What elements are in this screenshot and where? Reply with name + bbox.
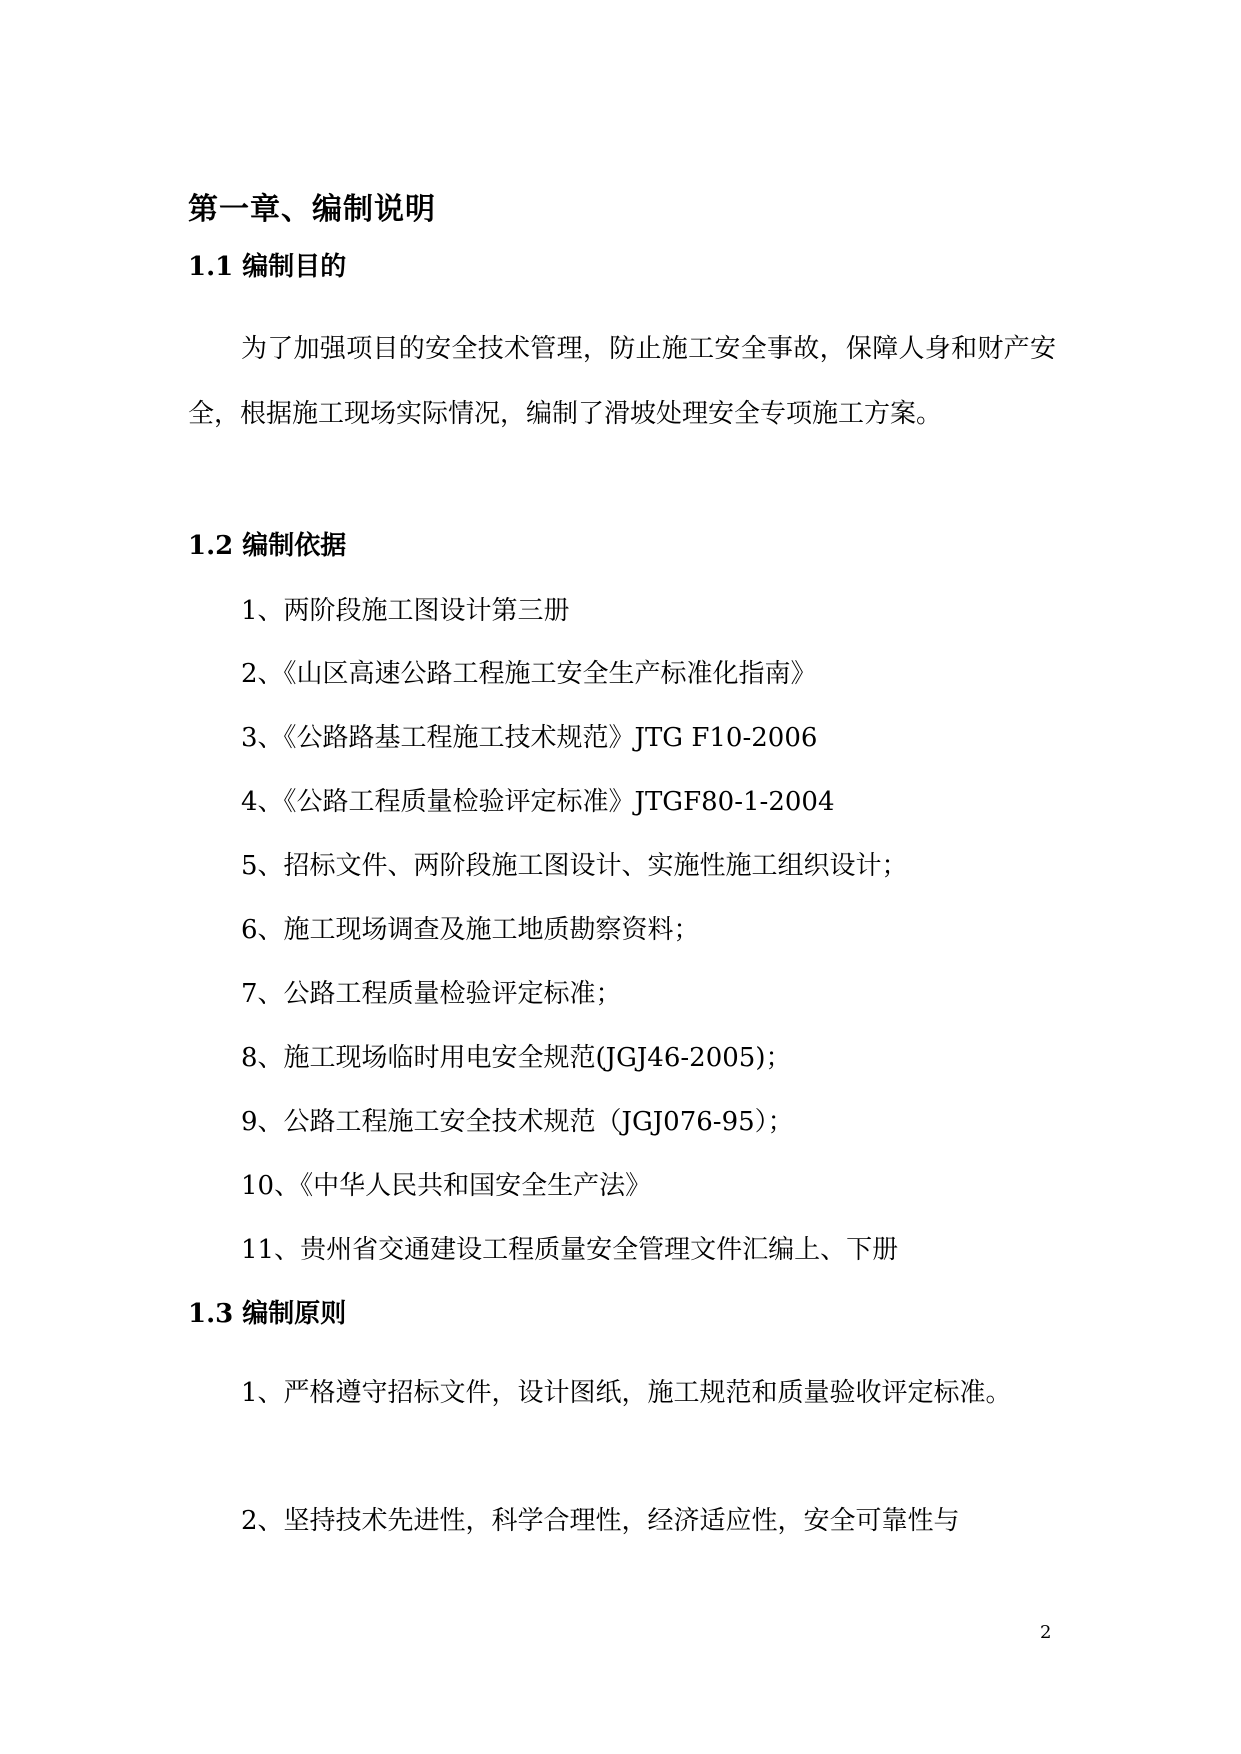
principle-item: 2、坚持技术先进性，科学合理性，经济适应性，安全可靠性与 <box>241 1506 960 1536</box>
basis-item: 2、《山区高速公路工程施工安全生产标准化指南》 <box>241 659 817 689</box>
basis-item: 5、招标文件、两阶段施工图设计、实施性施工组织设计； <box>241 851 908 881</box>
principle-item: 1、严格遵守招标文件，设计图纸，施工规范和质量验收评定标准。 <box>241 1378 1012 1408</box>
page-number: 2 <box>1040 1622 1052 1643</box>
basis-item: 6、施工现场调查及施工地质勘察资料； <box>241 915 700 945</box>
basis-item: 8、施工现场临时用电安全规范(JGJ46-2005)； <box>241 1043 792 1073</box>
basis-item: 3、《公路路基工程施工技术规范》JTG F10-2006 <box>241 723 818 753</box>
basis-item: 1、两阶段施工图设计第三册 <box>241 596 570 626</box>
section-heading-basis: 1.2 编制依据 <box>188 531 347 561</box>
basis-item: 10、《中华人民共和国安全生产法》 <box>241 1171 652 1201</box>
basis-item: 4、《公路工程质量检验评定标准》JTGF80-1-2004 <box>241 787 835 817</box>
basis-item: 11、贵州省交通建设工程质量安全管理文件汇编上、下册 <box>241 1235 899 1265</box>
section-heading-purpose: 1.1 编制目的 <box>188 252 347 282</box>
basis-item: 9、公路工程施工安全技术规范（JGJ076-95）； <box>241 1107 794 1137</box>
purpose-paragraph: 为了加强项目的安全技术管理，防止施工安全事故，保障人身和财产安全，根据施工现场实际情况，编制了滑坡处理安全专项施工方案。 <box>188 334 1056 429</box>
chapter-title: 第一章、编制说明 <box>188 192 436 227</box>
section-heading-principles: 1.3 编制原则 <box>188 1299 347 1329</box>
basis-item: 7、公路工程质量检验评定标准； <box>241 979 622 1009</box>
